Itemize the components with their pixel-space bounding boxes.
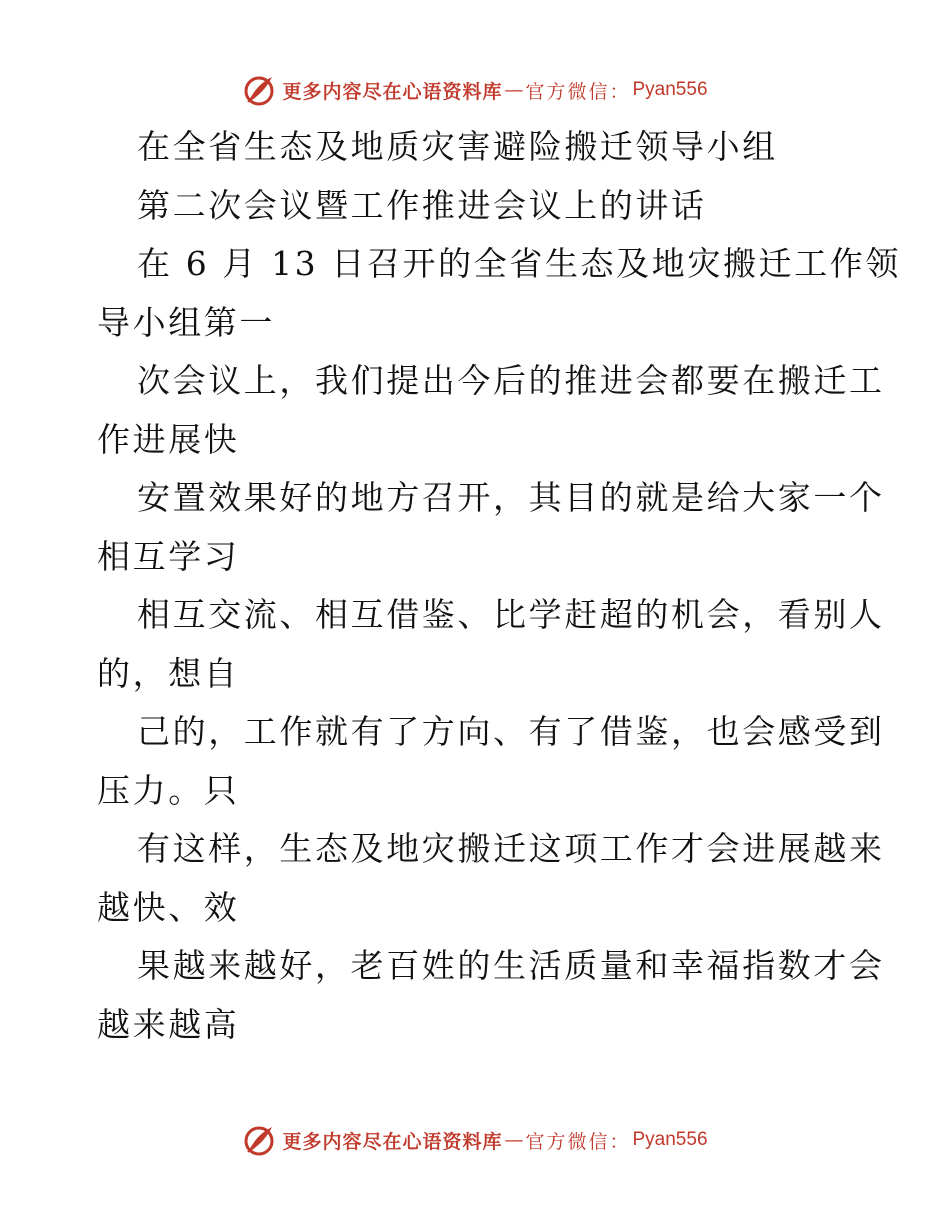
document-title-line-1: 在全省生态及地质灾害避险搬迁领导小组 xyxy=(137,127,778,166)
paragraph-line: 作进展快 xyxy=(97,419,240,459)
wechat-label: 官方微信： xyxy=(525,80,631,103)
site-name: 更多内容尽在心语资料库 xyxy=(282,1130,503,1153)
paragraph-line: 安置效果好的地方召开，其目的就是给大家一个 xyxy=(137,478,885,517)
paragraph-line: 导小组第一 xyxy=(97,302,275,342)
paragraph-line: 压力。只 xyxy=(97,770,240,810)
wechat-id: Pyan556 xyxy=(632,1129,708,1150)
paragraph-line: 果越来越好，老百姓的生活质量和幸福指数才会 xyxy=(137,946,885,985)
document-body xyxy=(97,118,901,1054)
feather-pen-icon xyxy=(242,1123,276,1157)
footer-banner xyxy=(0,1120,950,1160)
paragraph-line: 越快、效 xyxy=(97,887,240,927)
separator-dash: — xyxy=(504,1129,524,1151)
site-name: 更多内容尽在心语资料库 xyxy=(282,80,503,103)
feather-pen-icon xyxy=(242,73,276,107)
wechat-id: Pyan556 xyxy=(632,79,708,100)
document-title-line-2: 第二次会议暨工作推进会议上的讲话 xyxy=(137,185,707,225)
paragraph-line: 次会议上，我们提出今后的推进会都要在搬迁工 xyxy=(137,361,885,400)
paragraph-line: 在 6 月 13 日召开的全省生态及地灾搬迁工作领 xyxy=(137,244,901,283)
paragraph-line: 相互学习 xyxy=(97,536,240,576)
wechat-label: 官方微信： xyxy=(525,1130,631,1153)
paragraph-line: 的，想自 xyxy=(97,653,240,693)
header-banner xyxy=(0,70,950,110)
paragraph-line: 己的，工作就有了方向、有了借鉴，也会感受到 xyxy=(137,712,885,751)
separator-dash: — xyxy=(504,79,524,101)
paragraph-line: 相互交流、相互借鉴、比学赶超的机会，看别人 xyxy=(137,595,885,634)
paragraph-line: 越来越高 xyxy=(97,1004,240,1044)
paragraph-line: 有这样，生态及地灾搬迁这项工作才会进展越来 xyxy=(137,829,885,868)
